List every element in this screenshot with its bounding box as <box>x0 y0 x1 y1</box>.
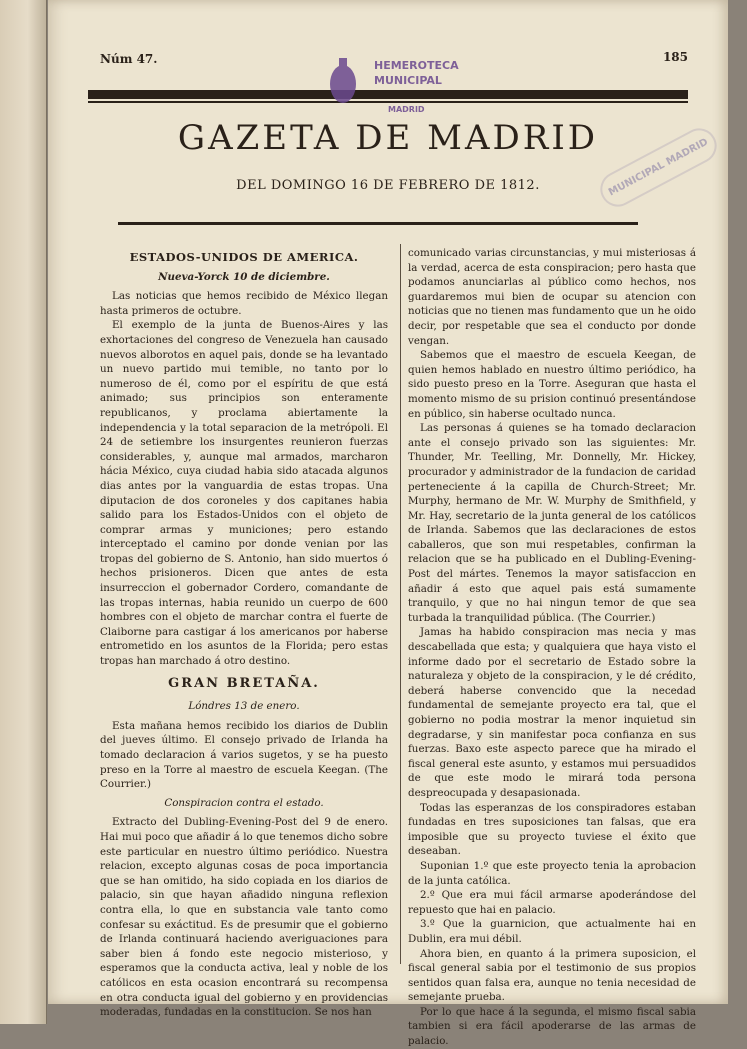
para: Ahora bien, en quanto á la primera suposicion, el fiscal general sabia por el testimonio de sus propios sentidos quan falsa era, aunque no tenia necesidad de semejante prueba. <box>408 947 696 1004</box>
para: Por lo que hace á la segunda, el mismo fiscal sabia tambien si era fácil apoderarse de las armas de palacio. <box>408 1005 696 1048</box>
newspaper-page <box>48 0 728 1048</box>
dateline-ny: Nueva-Yorck 10 de diciembre. <box>158 270 330 283</box>
stamp-line-3: MADRID <box>388 105 425 114</box>
heading-usa: ESTADOS-UNIDOS DE AMERICA. <box>129 250 359 264</box>
para: Todas las esperanzas de los conspiradores estaban fundadas en tres suposiciones tan falsas, que era imposible que su proyecto tuviese el éxito que deseaban. <box>408 801 696 858</box>
para: Las personas á quienes se ha tomado declaracion ante el consejo privado son las siguientes: Mr. Thunder, Mr. Teelling, Mr. Donnelly, Mr. Hickey, procurador y administrador de la fundacion de caridad perteneciente á la capilla de Church-Street; Mr. Murphy, hermano de Mr. W. Murphy de Smithfield, y Mr. Hay, secretario de la junta general de los católicos de Irlanda. Sabemos que las declaraciones de estos caballeros, que son mui respetables, confirman la relacion que se ha publicado en el Dubling-Evening-Post del mártes. Tenemos la mayor satisfaccion en añadir á esto que aquel pais está sumamente tranquilo, y que no hai ningun temor de que sea turbada la tranquilidad pública. (The Courrier.) <box>408 422 696 624</box>
right-column <box>408 246 696 1049</box>
para: El exemplo de la junta de Buenos-Aires y las exhortaciones del congreso de Venezuela han causado nuevos alborotos en aquel pais, donde se ha levantado un nuevo partido mui temible, no tanto por lo numeroso de él, como por el espíritu de que está animado; sus principios son enteramente republicanos, y proclama abiertamente la independencia y la total separacion de la metrópoli. El 24 de setiembre los insurgentes reunieron fuerzas considerables, y, aunque mal armados, marcharon hácia México, cuya ciudad habia sido atacada algunos dias antes por la vanguardia de estas tropas. Una diputacion de dos coroneles y dos capitanes habia salido para los Estados-Unidos con el objeto de comprar armas y municiones; pero estando interceptado el camino por donde venian por las tropas del gobierno de S. Antonio, han sido muertos ó hechos prisioneros. Dicen que antes de esta insurreccion el gobernador Cordero, comandante de las tropas internas, habia reunido un cuerpo de 600 hombres con el objeto de marchar contra el fuerte de Claiborne para castigar á los americanos por haberse entrometido en los asuntos de la Florida; pero estas tropas han marchado á otro destino. <box>100 319 388 668</box>
top-rule-thin <box>88 101 688 103</box>
dateline-london: Lóndres 13 de enero. <box>188 700 300 713</box>
dateline: DEL DOMINGO 16 DE FEBRERO DE 1812. <box>236 178 540 193</box>
heading-gb: GRAN BRETAÑA. <box>168 675 320 691</box>
para: Extracto del Dubling-Evening-Post del 9 de enero. Hai mui poco que añadir á lo que tenemos dicho sobre este particular en nuestro último periódico. Nuestra relacion, excepto algunas cosas de poca importancia que se han omitido, ha sido copiada en los diarios de palacio, sin que hayan añadido ninguna reflexion contra ella, lo que en substancia vale tanto como confesar su exáctitud. Es de presumir que el gobierno de Irlanda continuará haciendo averiguaciones para saber bien á fondo este negocio misterioso, y esperamos que la conducta activa, leal y noble de los católicos en esta ocasion encontrará su recompensa en otra conducta igual del gobierno y en providencias moderadas, fundadas en la constitucion. Se nos han <box>100 816 388 1019</box>
stamp-line-2: MUNICIPAL <box>374 74 442 87</box>
stamp-seal-icon <box>328 54 358 104</box>
issue-number: Núm 47. <box>100 52 158 66</box>
para: comunicado varias circunstancias, y mui misteriosas á la verdad, acerca de esta conspiracion; pero hasta que podamos anunciarlas al público como hechos, nos guardaremos mui bien de ocupar su atencion con noticias que no tienen mas fundamento que un he oido decir, por respetable que sea el conducto por donde vengan. <box>408 247 696 347</box>
para: Esta mañana hemos recibido los diarios de Dublin del jueves último. El consejo privado de Irlanda ha tomado declaracion á varios sugetos, y se ha puesto preso en la Torre al maestro de escuela Keegan. (The Courrier.) <box>100 719 388 791</box>
para: 2.º Que era mui fácil armarse apoderándose del repuesto que hai en palacio. <box>408 889 696 916</box>
para: Las noticias que hemos recibido de México llegan hasta primeros de octubre. <box>100 290 388 317</box>
stamp-line-1: HEMEROTECA <box>374 59 459 72</box>
top-rule <box>88 90 688 99</box>
page-number: 185 <box>662 50 688 64</box>
masthead: GAZETA DE MADRID <box>177 118 599 158</box>
para: 3.º Que la guarnicion, que actualmente hai en Dublin, era mui débil. <box>408 918 696 945</box>
para: Suponian 1.º que este proyecto tenia la aprobacion de la junta católica. <box>408 859 696 887</box>
para: Jamas ha habido conspiracion mas necia y mas descabellada que esta; y qualquiera que haya visto el informe dado por el secretario de Estado sobre la naturaleza y objeto de la conspiracion, y le dé crédito, deberá haberse convencido que la necedad fundamental de semejante proyecto era tal, que el gobierno no podia mostrar la menor inquietud sin degradarse, y sin manifestar poca confianza en sus fuerzas. Baxo este aspecto parece que ha mirado el fiscal general este asunto, y estamos mui persuadidos de que este modo le mirará toda persona despreocupada y desapasionada. <box>408 626 696 799</box>
subheading: Conspiracion contra el estado. <box>164 796 324 809</box>
column-divider <box>400 244 401 964</box>
masthead-rule <box>118 222 638 225</box>
left-column <box>100 246 388 1020</box>
side-stamp: MUNICIPAL MADRID <box>594 122 723 212</box>
left-page-edge <box>0 0 47 1024</box>
para: Sabemos que el maestro de escuela Keegan, de quien hemos hablado en nuestro último periódico, ha sido puesto preso en la Torre. Aseguran que hasta el momento mismo de su prision continuó presentándose en público, sin haberse ocultado nunca. <box>408 349 696 420</box>
